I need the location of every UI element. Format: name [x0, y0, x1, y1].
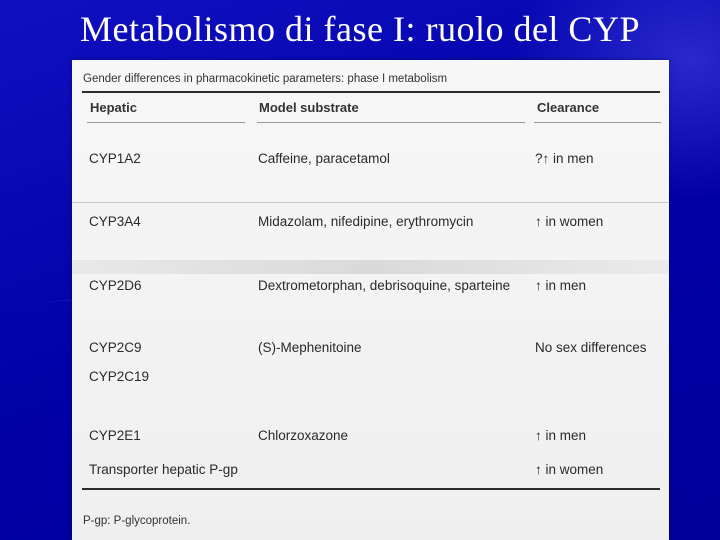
header-model-substrate: Model substrate: [259, 100, 359, 115]
cell-clearance: ↑ in men: [535, 428, 587, 443]
cell-enzyme: Transporter hepatic P-gp: [89, 462, 238, 477]
cell-substrate: (S)-Mephenitoine: [258, 340, 362, 355]
cell-substrate: Chlorzoxazone: [258, 428, 349, 443]
cell-enzyme: CYP1A2: [89, 151, 141, 166]
header-underline-substrate: [257, 122, 525, 123]
cell-enzyme: CYP2E1: [89, 428, 141, 443]
cell-enzyme: CYP2D6: [89, 278, 142, 293]
top-rule: [82, 91, 660, 93]
cell-enzyme: CYP2C9: [89, 340, 142, 355]
scanned-table-image: [72, 60, 669, 540]
header-underline-hepatic: [87, 122, 245, 123]
cell-clearance: ↑ in women: [535, 462, 604, 477]
cell-enzyme: CYP2C19: [89, 369, 150, 384]
cell-substrate: Caffeine, paracetamol: [258, 151, 390, 166]
scan-bleed-through: [72, 260, 669, 274]
table-caption: Gender differences in pharmacokinetic parameters: phase I metabolism: [83, 73, 448, 85]
cell-clearance: ↑ in men: [535, 278, 587, 293]
cell-clearance: ?↑ in men: [535, 151, 594, 166]
cell-substrate: Dextrometorphan, debrisoquine, sparteine: [258, 278, 511, 293]
header-hepatic: Hepatic: [90, 100, 137, 115]
header-underline-clearance: [534, 122, 661, 123]
bottom-rule: [82, 488, 660, 490]
table-footnote: P-gp: P-glycoprotein.: [83, 515, 191, 527]
slide-title: Metabolismo di fase I: ruolo del CYP: [80, 9, 640, 49]
cell-substrate: Midazolam, nifedipine, erythromycin: [258, 214, 474, 229]
cell-clearance: No sex differences: [535, 340, 647, 355]
row-divider: [72, 202, 669, 203]
header-clearance: Clearance: [537, 100, 600, 115]
cell-enzyme: CYP3A4: [89, 214, 141, 229]
cell-clearance: ↑ in women: [535, 214, 604, 229]
